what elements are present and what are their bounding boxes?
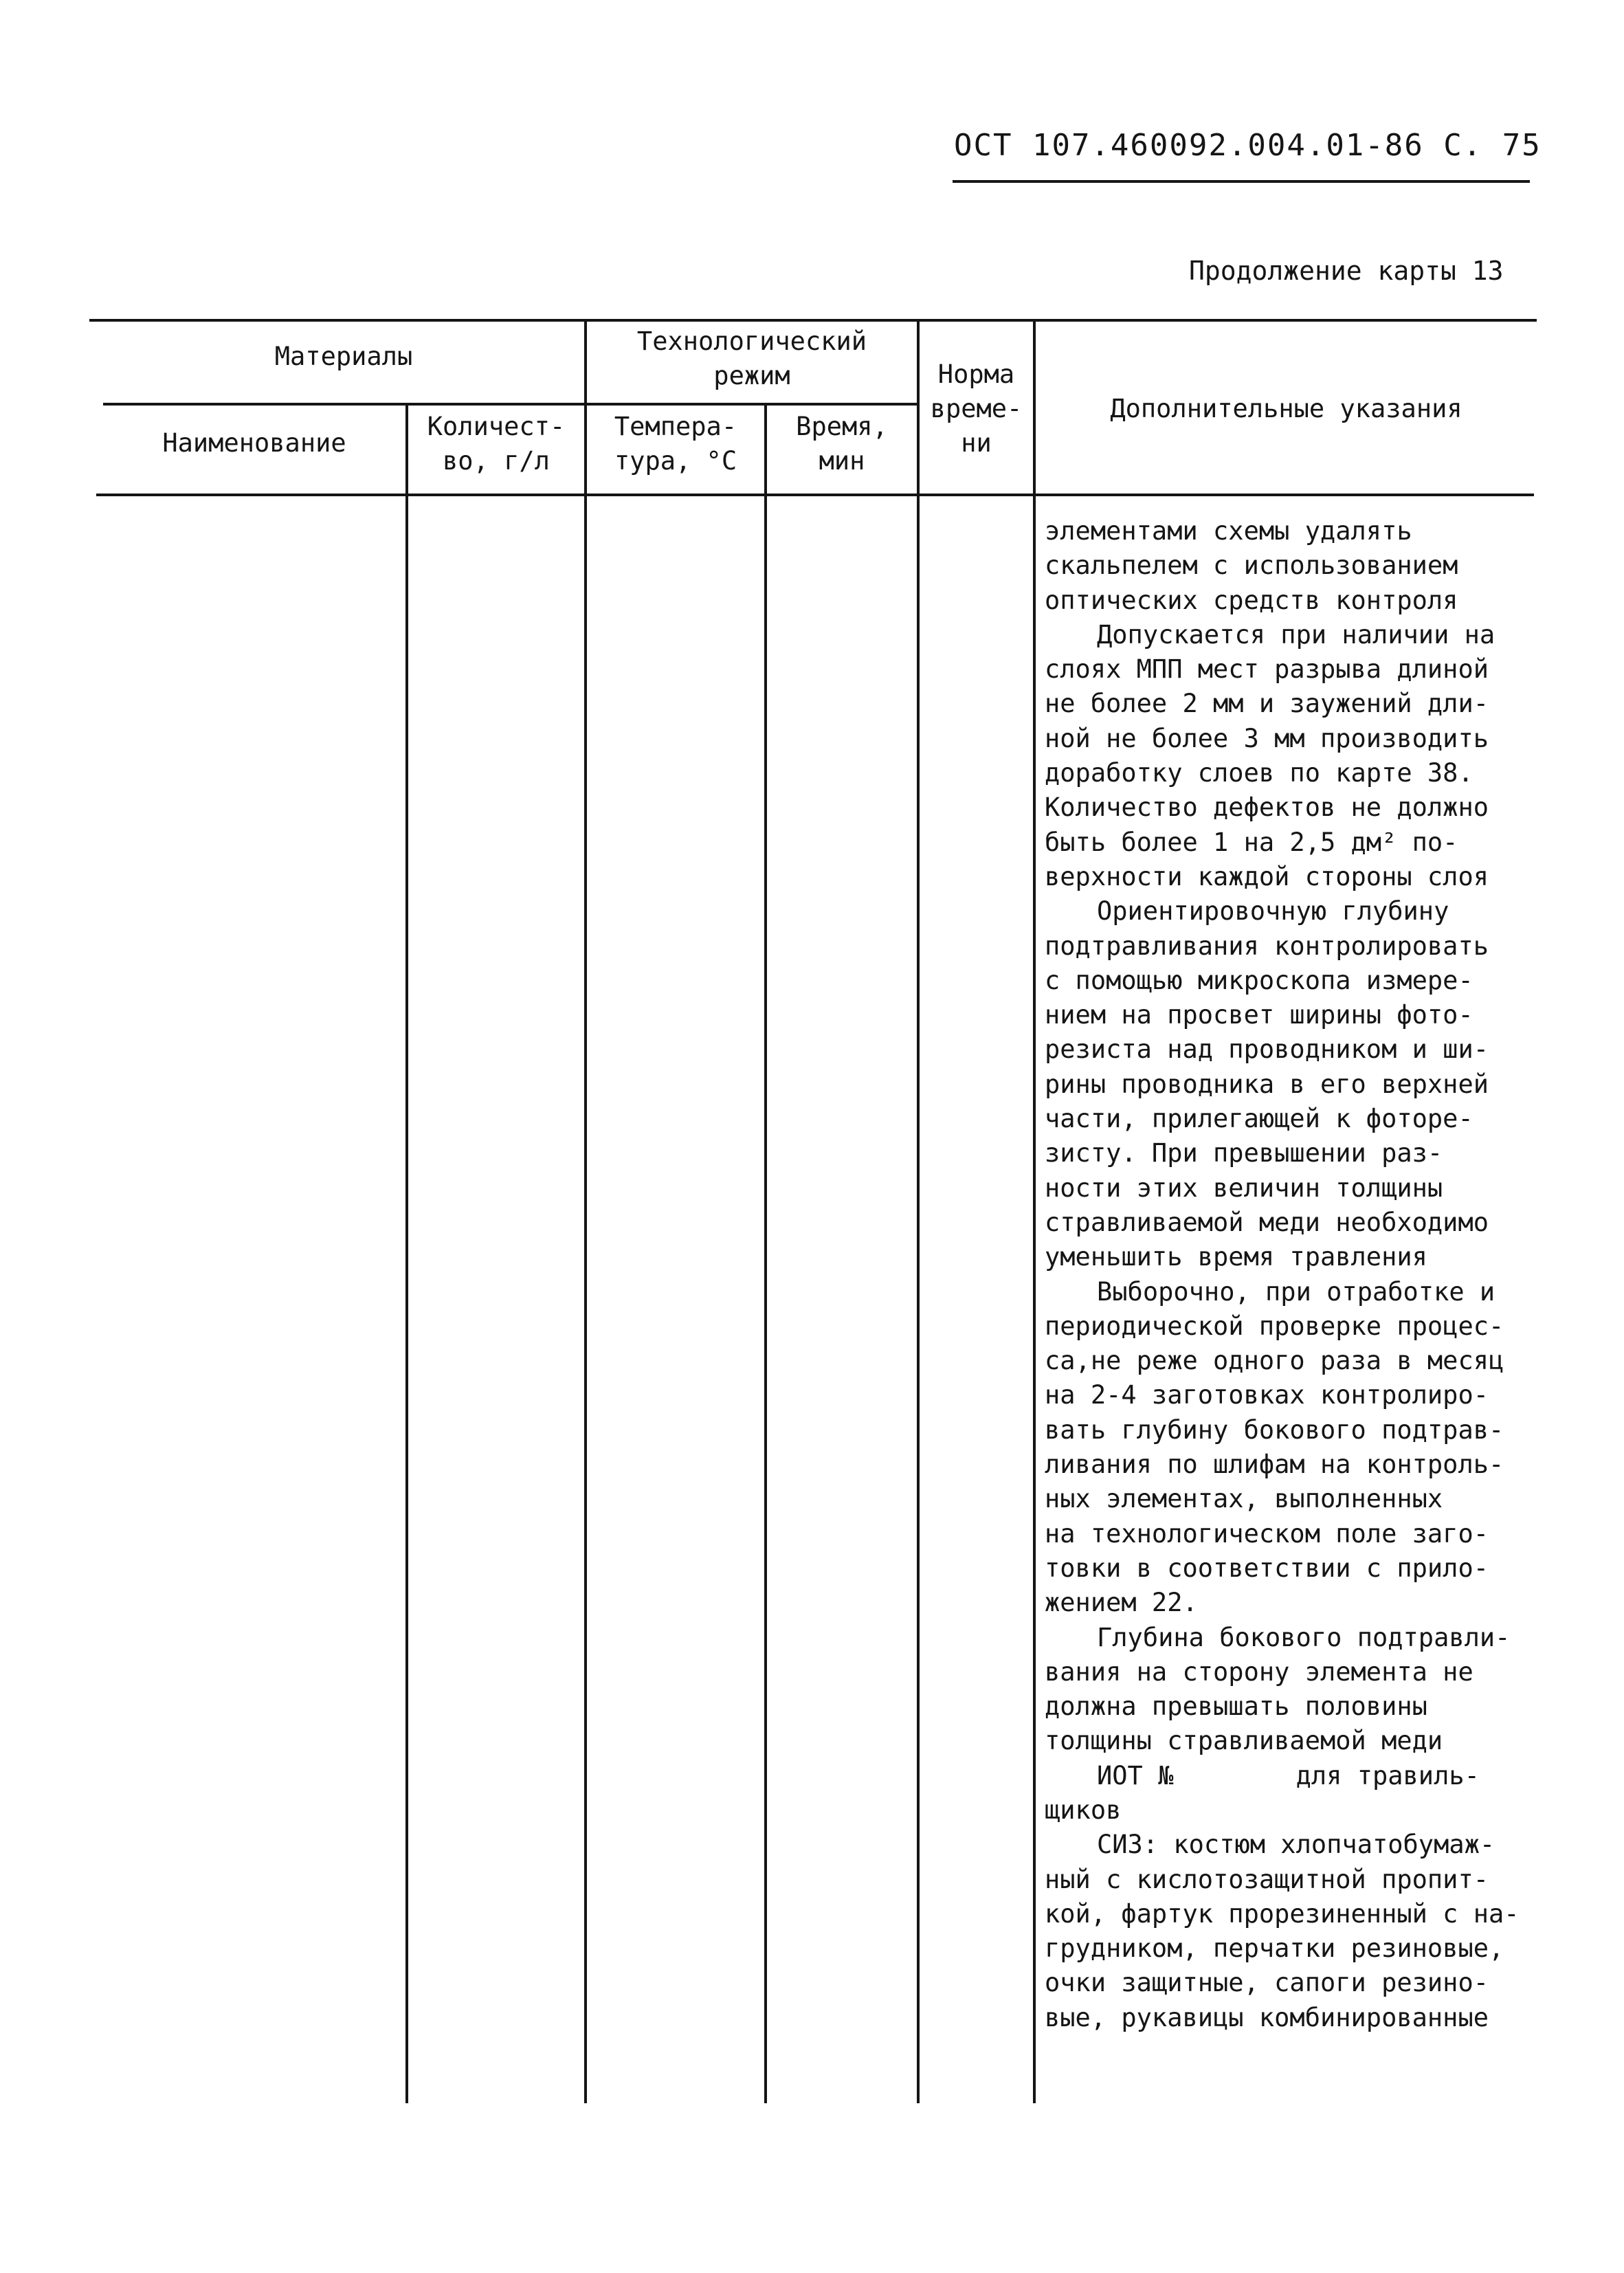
subheader-rule-left — [103, 403, 920, 406]
header-quantity: Количест- во, г/л — [427, 412, 566, 476]
note-line: слоях МПП мест разрыва длиной — [1045, 654, 1489, 685]
note-line: Глубина бокового подтравли- — [1097, 1622, 1511, 1652]
note-line: товки в соответствии с прило- — [1045, 1553, 1489, 1583]
note-line: уменьшить время травления — [1045, 1242, 1427, 1272]
col-divider-3 — [764, 406, 767, 2103]
note-line: с помощью микроскопа измере- — [1045, 965, 1473, 995]
note-line: ный с кислотозащитной пропит- — [1045, 1864, 1489, 1894]
note-line: ИОТ № для травиль- — [1097, 1760, 1480, 1790]
note-line: оптических средств контроля — [1045, 585, 1458, 615]
note-line: зисту. При превышении раз- — [1045, 1138, 1443, 1168]
note-line: подтравливания контролировать — [1045, 931, 1489, 961]
continuation-label: Продолжение карты 13 — [1189, 256, 1504, 286]
col-divider-1 — [405, 406, 408, 2103]
header-name: Наименование — [162, 428, 346, 458]
note-line: Выборочно, при отработке и — [1097, 1276, 1495, 1307]
note-line: СИЗ: костюм хлопчатобумаж- — [1097, 1830, 1495, 1860]
header-temperature: Темпера- тура, °C — [614, 412, 737, 476]
note-line: нием на просвет ширины фото- — [1045, 1000, 1473, 1030]
note-line: кой, фартук прорезиненный с на- — [1045, 1898, 1520, 1929]
note-line: вания на сторону элемента не — [1045, 1656, 1473, 1687]
note-line: на технологическом поле заго- — [1045, 1518, 1489, 1549]
header-norm-time: Норма време- ни — [930, 359, 1023, 458]
note-line: доработку слоев по карте 38. — [1045, 758, 1473, 788]
note-line: толщины стравливаемой меди — [1045, 1726, 1443, 1756]
header-underline — [953, 180, 1530, 183]
note-line: на 2-4 заготовках контролиро- — [1045, 1380, 1489, 1410]
col-divider-5 — [1033, 319, 1036, 2103]
note-line: верхности каждой стороны слоя — [1045, 861, 1489, 891]
header-bottom-rule — [96, 494, 1534, 496]
note-line: части, прилегающей к фоторе- — [1045, 1104, 1473, 1134]
note-line: элементами схемы удалять — [1045, 516, 1412, 546]
note-line: ных элементах, выполненных — [1045, 1484, 1443, 1514]
note-line: грудником, перчатки резиновые, — [1045, 1933, 1504, 1964]
note-line: Допускается при наличии на — [1097, 619, 1495, 650]
header-materials: Материалы — [274, 342, 413, 371]
header-tech-mode: Технологический режим — [636, 326, 867, 390]
note-line: не более 2 мм и заужений дли- — [1045, 689, 1489, 719]
note-line: периодической проверке процес- — [1045, 1311, 1504, 1341]
note-line: очки защитные, сапоги резино- — [1045, 1968, 1489, 1998]
note-line: должна превышать половины — [1045, 1692, 1427, 1722]
note-line: Количество дефектов не должно — [1045, 792, 1489, 823]
note-line: ливания по шлифам на контроль- — [1045, 1450, 1504, 1480]
header-additional-notes: Дополнительные указания — [1110, 394, 1462, 423]
note-line: стравливаемой меди необходимо — [1045, 1207, 1489, 1237]
note-line: резиста над проводником и ши- — [1045, 1034, 1489, 1065]
note-line: быть более 1 на 2,5 дм² по- — [1045, 827, 1458, 857]
note-line: са,не реже одного раза в месяц — [1045, 1346, 1504, 1376]
table-top-rule — [89, 319, 1537, 322]
note-line: ности этих величин толщины — [1045, 1173, 1443, 1203]
note-line: вать глубину бокового подтрав- — [1045, 1415, 1504, 1445]
note-line: ной не более 3 мм производить — [1045, 723, 1489, 753]
note-line: рины проводника в его верхней — [1045, 1069, 1489, 1099]
col-divider-4 — [917, 319, 920, 2103]
document-code: ОСТ 107.460092.004.01-86 С. 75 — [954, 128, 1542, 163]
header-time: Время, мин — [796, 412, 888, 476]
col-divider-2 — [584, 319, 587, 2103]
note-line: щиков — [1045, 1795, 1122, 1825]
additional-notes-text — [1045, 514, 1553, 2035]
note-line: Ориентировочную глубину — [1097, 896, 1449, 927]
note-line: скальпелем с использованием — [1045, 551, 1458, 581]
note-line: жением 22. — [1045, 1588, 1198, 1618]
note-line: вые, рукавицы комбинированные — [1045, 2002, 1489, 2032]
